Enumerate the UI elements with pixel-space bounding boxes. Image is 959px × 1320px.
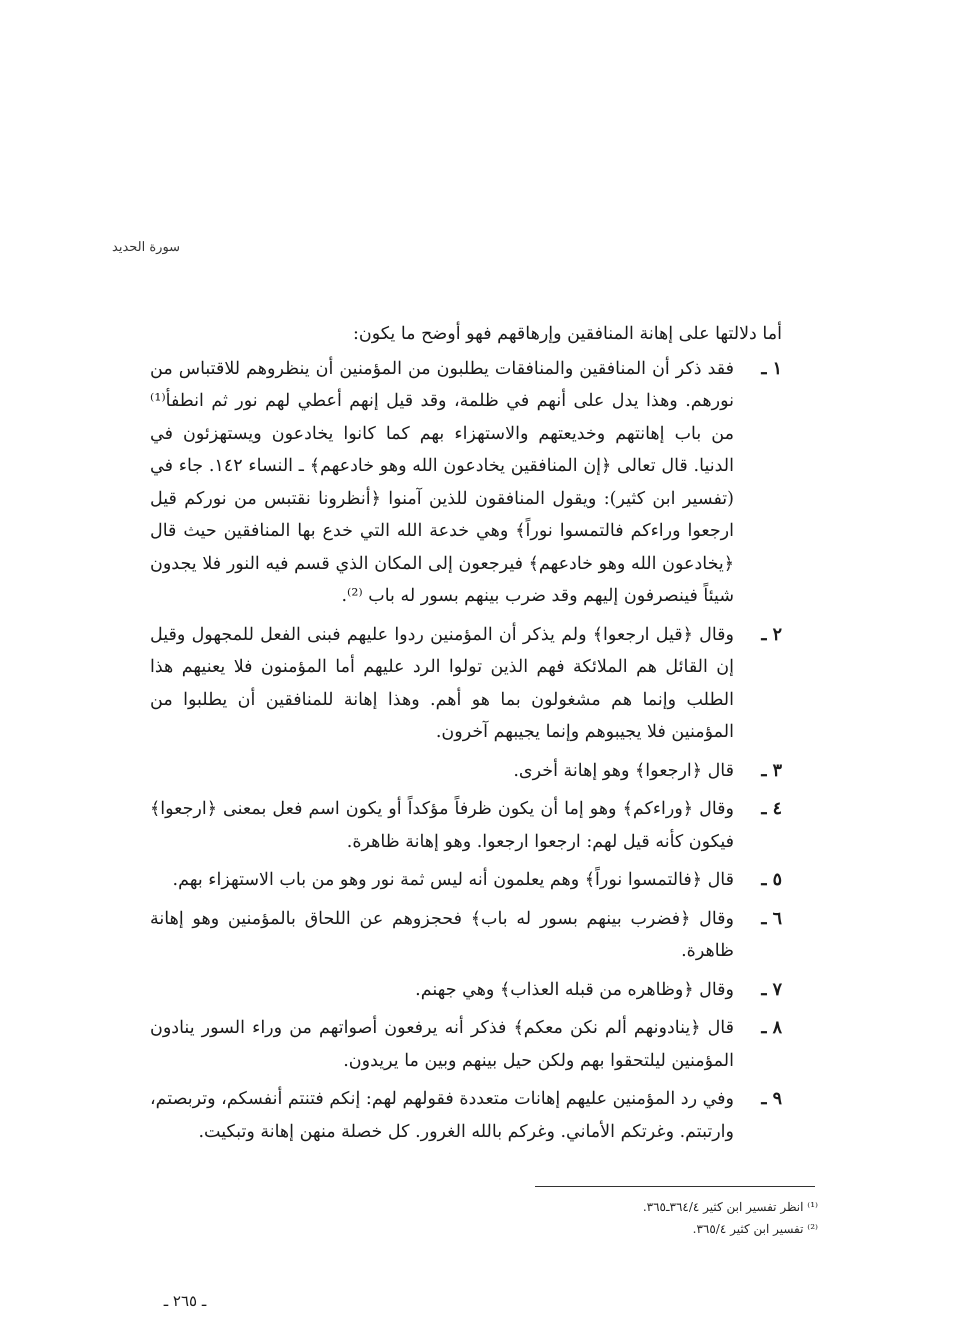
item-number: ٩ ـ	[761, 1089, 782, 1109]
intro-paragraph: أما دلالتها على إهانة المنافقين وإرهاقهم فهو أوضح ما يكون:	[352, 324, 782, 344]
list-item	[150, 793, 782, 858]
main-text	[150, 318, 782, 1154]
item-number: ٦ ـ	[761, 908, 782, 929]
item-text: وفي رد المؤمنين عليهم إهانات متعددة فقولهم لهم: إنكم فتنتم أنفسكم، وتربصتم، وارتبتم. وغرتكم الأماني. وغركم بالله الغرور. كل خصلة منهن إهانة وتبكيت.	[150, 1089, 734, 1142]
item-text: وقال ﴿قيل ارجعوا﴾ ولم يذكر أن المؤمنين ردوا عليهم فبنى الفعل للمجهول وقيل إن القائل هم الملائكة فهم الذين تولوا الرد عليهم أما المؤمنون فلا يعنيهم هذا الطلب وإنما هم مشغولون بما هو أهم. وهذا إهانة للمنافقين أن يطلبوا من المؤمنين فلا يجيبوهم وإنما يجيبهم آخرون.	[150, 624, 734, 742]
item-number: ٢ ـ	[761, 624, 782, 645]
item-number: ٣ ـ	[761, 760, 782, 781]
list-item	[150, 864, 782, 897]
item-number: ٧ ـ	[761, 979, 782, 1000]
list-item	[150, 1083, 782, 1148]
item-number: ٤ ـ	[761, 799, 782, 819]
item-text: وقال ﴿وظاهره من قبله العذاب﴾ وهي جهنم.	[415, 979, 734, 1000]
list-item	[150, 755, 782, 788]
footnote-1: ⁽¹⁾ انظر تفسير ابن كثير ٣٦٤/٤ـ٣٦٥.	[642, 1200, 818, 1214]
list-item	[150, 353, 782, 613]
list-item	[150, 903, 782, 968]
item-number: ٨ ـ	[761, 1018, 782, 1038]
list-item	[150, 974, 782, 1007]
item-text: قال ﴿فالتمسوا نوراً﴾ وهم يعلمون أنه ليس ثمة نور وهو من باب الاستهزاء بهم.	[172, 870, 734, 890]
footnote-divider	[535, 1186, 815, 1187]
list-item	[150, 619, 782, 749]
item-number: ٥ ـ	[761, 870, 782, 890]
footnote-2: ⁽²⁾ تفسير ابن كثير ٣٦٥/٤.	[692, 1222, 818, 1236]
item-text: قال ﴿ارجعوا﴾ وهو إهانة أخرى.	[513, 760, 734, 781]
running-header: سورة الحديد	[112, 240, 181, 255]
list-item	[150, 1012, 782, 1077]
page-number: ـ ٢٦٥ ـ	[163, 1292, 207, 1310]
item-number: ١ ـ	[761, 358, 782, 379]
item-text: فقد ذكر أن المنافقين والمنافقات يطلبون من المؤمنين أن ينظروهم للاقتباس من نورهم. وهذا يدل على أنهم في ظلمة، وقد قيل إنهم أعطي لهم نور ثم انطفأ⁽¹⁾ من باب إهانتهم وخديعتهم والاستهزاء بهم كما كانوا يخادعون ويستهزئون في الدنيا. قال تعالى ﴿إن المنافقين يخادعون الله وهو خادعهم﴾ ـ النساء ١٤٢. جاء في (تفسير ابن كثير): ويقول المنافقون للذين آمنوا ﴿أنظرونا نقتبس من نوركم قيل ارجعوا وراءكم فالتمسوا نوراً﴾ وهي خدعة الله التي خدع بها المنافقين حيث قال ﴿يخادعون الله وهو خادعهم﴾ فيرجعون إلى المكان الذي قسم فيه النور فلا يجدون شيئاً فينصرفون إليهم وقد ضرب بينهم بسور له باب ⁽²⁾.	[150, 358, 734, 606]
footnotes	[500, 1196, 818, 1240]
item-text: قال ﴿ينادونهم ألم نكن معكم﴾ فذكر أنه يرفعون أصواتهم من وراء السور ينادون المؤمنين ليلتحقوا بهم ولكن حيل بينهم وبين ما يريدون.	[150, 1018, 734, 1071]
item-text: وقال ﴿فضرب بينهم بسور له باب﴾ فحجزوهم عن اللحاق بالمؤمنين وهو إهانة ظاهرة.	[150, 908, 734, 961]
item-text: وقال ﴿وراءكم﴾ وهو إما أن يكون ظرفاً مؤكداً أو يكون اسم فعل بمعنى ﴿ارجعوا﴾ فيكون كأنه قيل لهم: ارجعوا ارجعوا. وهو إهانة ظاهرة.	[150, 799, 734, 852]
